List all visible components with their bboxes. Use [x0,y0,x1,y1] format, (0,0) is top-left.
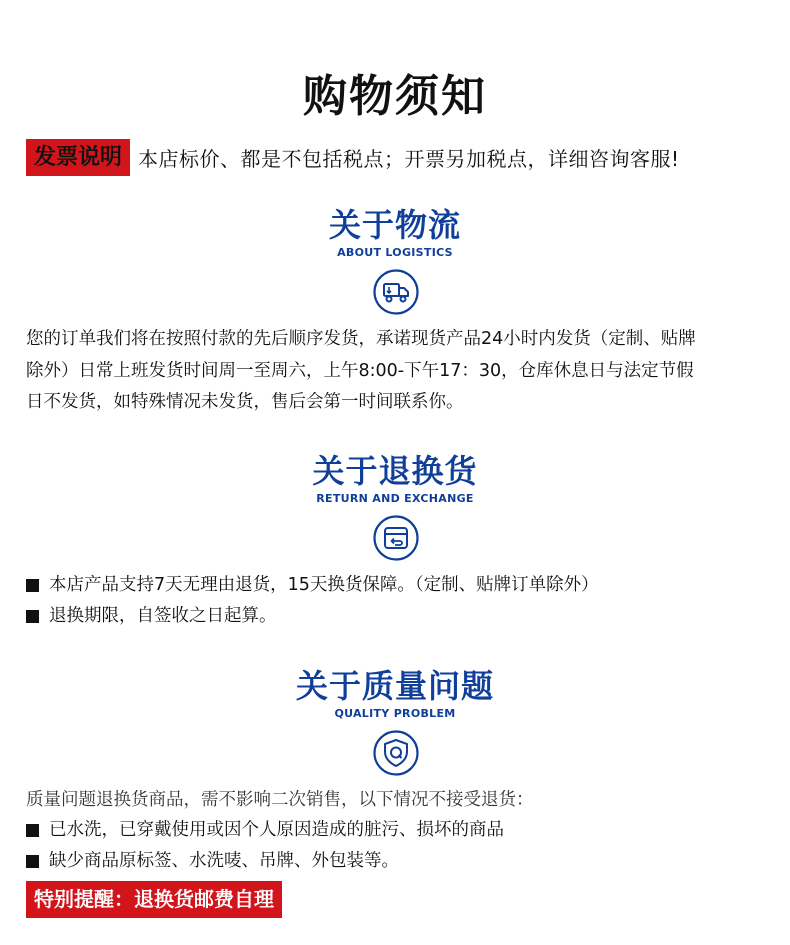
bullet-square-icon [26,855,39,868]
quality-title: 关于质量问题 [295,667,494,705]
logistics-text [26,324,771,419]
quality-subtitle: QUALITY PROBLEM [334,707,456,720]
special-reminder: 特别提醒：退换货邮费自理 [26,881,282,918]
bullet-square-icon [26,824,39,837]
shield-q-icon [373,730,419,776]
page-title: 购物须知 [303,71,487,122]
delivery-truck-icon [373,269,419,315]
list-item: 退换期限，自签收之日起算。 [26,604,277,628]
list-item: 已水洗，已穿戴使用或因个人原因造成的脏污、损坏的商品 [26,818,504,842]
invoice-notice [26,139,680,176]
list-item: 本店产品支持7天无理由退货，15天换货保障。（定制、贴牌订单除外） [26,573,599,597]
return-box-icon [373,515,419,561]
bullet-square-icon [26,579,39,592]
logistics-subtitle: ABOUT LOGISTICS [337,246,453,259]
invoice-text: 本店标价、都是不包括税点；开票另加税点，详细咨询客服! [138,147,680,171]
logistics-line: 日不发货，如特殊情况未发货，售后会第一时间联系你。 [26,392,464,412]
logistics-title: 关于物流 [328,206,461,244]
invoice-tag: 发票说明 [26,139,130,176]
list-item: 缺少商品原标签、水洗唛、吊牌、外包装等。 [26,849,399,873]
logistics-line: 您的订单我们将在按照付款的先后顺序发货，承诺现货产品24小时内发货（定制、贴牌 [26,329,696,349]
returns-subtitle: RETURN AND EXCHANGE [316,492,474,505]
logistics-line: 除外）日常上班发货时间周一至周六，上午8:00-下午17：30，仓库休息日与法定节假 [26,360,694,381]
bullet-square-icon [26,610,39,623]
quality-intro: 质量问题退换货商品，需不影响二次销售，以下情况不接受退货： [26,790,534,810]
returns-title: 关于退换货 [312,452,478,490]
